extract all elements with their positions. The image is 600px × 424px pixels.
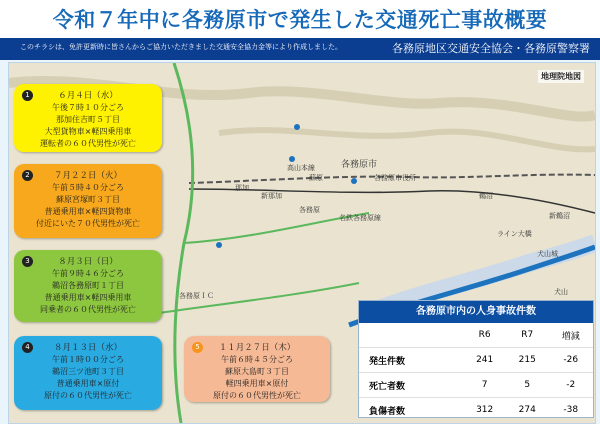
accident-location: 蘇原宮塚町３丁目 bbox=[56, 195, 120, 204]
table-row bbox=[359, 373, 593, 398]
row-r7: 215 bbox=[506, 348, 549, 373]
stats-title: 各務原市内の人身事故件数 bbox=[359, 301, 593, 323]
row-label: 負傷者数 bbox=[359, 398, 463, 423]
page-title: 令和７年中に各務原市で発生した交通死亡事故概要 bbox=[52, 8, 548, 32]
row-label: 発生件数 bbox=[359, 348, 463, 373]
row-r6: 312 bbox=[463, 398, 506, 423]
map-label-shin-unuma: 新鵜沼 bbox=[549, 212, 570, 220]
row-diff: -38 bbox=[549, 398, 593, 423]
accident-victim: 原付の６０代男性が死亡 bbox=[213, 391, 301, 400]
accident-victim: 原付の６０代男性が死亡 bbox=[44, 391, 132, 400]
accident-location: 蘇原大島町３丁目 bbox=[225, 367, 289, 376]
accident-date: ８月１３日（水） bbox=[53, 343, 122, 353]
accident-time: 午後７時１０分ごろ bbox=[52, 103, 124, 112]
map-credit: 地理院地図 bbox=[538, 70, 584, 83]
map-label-naka: 那加 bbox=[235, 184, 249, 192]
row-r7: 274 bbox=[506, 398, 549, 423]
accident-date: ７月２２日（火） bbox=[53, 171, 122, 181]
accident-victim: 同乗者の６０代男性が死亡 bbox=[40, 305, 136, 314]
map-label-takayama-line: 高山本線 bbox=[287, 164, 315, 172]
accident-time: 午前９時４６分ごろ bbox=[52, 269, 124, 278]
funding-note: このチラシは、免許更新時に皆さんからご協力いただきました交通安全協力金等により作成しました。 bbox=[20, 43, 342, 51]
accident-stats-table bbox=[358, 300, 594, 418]
map-label-cityhall: 各務原市役所 bbox=[374, 174, 416, 182]
row-diff: -26 bbox=[549, 348, 593, 373]
accident-vehicles: 普通乗用車×軽四貨物車 bbox=[44, 207, 132, 216]
row-r7: 5 bbox=[506, 373, 549, 398]
accident-time: 午前１時００分ごろ bbox=[52, 355, 124, 364]
accident-time: 午前５時４０分ごろ bbox=[52, 183, 124, 192]
row-r6: 7 bbox=[463, 373, 506, 398]
accident-card-2 bbox=[14, 164, 162, 238]
map-label-kakamigahara: 各務原 bbox=[299, 206, 320, 214]
map-label-inuyama: 犬山 bbox=[554, 288, 568, 296]
accident-location: 鵜沼三ツ池町３丁目 bbox=[52, 367, 124, 376]
map-label-unuma: 鵜沼 bbox=[479, 192, 493, 200]
accident-number-badge: 5 bbox=[192, 342, 203, 353]
stats-col-label bbox=[359, 323, 463, 348]
accident-card-4 bbox=[14, 336, 162, 410]
accident-victim: 付近にいた７０代男性が死亡 bbox=[36, 219, 140, 228]
stats-header-row bbox=[359, 323, 593, 348]
row-diff: -2 bbox=[549, 373, 593, 398]
map-label-inuyama-castle: 犬山城 bbox=[537, 250, 558, 258]
accident-date: １１月２７日（木） bbox=[218, 343, 296, 353]
map-label-meitetsu-line: 名鉄各務原線 bbox=[339, 214, 381, 222]
stats-col-diff: 増減 bbox=[561, 331, 580, 342]
table-row bbox=[359, 348, 593, 373]
accident-number-badge: 1 bbox=[22, 90, 33, 101]
accident-location: 那加住吉町５丁目 bbox=[56, 115, 120, 124]
stats-col-r6: R6 bbox=[478, 330, 491, 340]
accident-vehicles: 軽四乗用車×原付 bbox=[225, 379, 289, 388]
accident-victim: 運転者の６０代男性が死亡 bbox=[40, 139, 136, 148]
accident-number-badge: 3 bbox=[22, 256, 33, 267]
map-label-sohara: 蘇原 bbox=[309, 174, 323, 182]
stats-col-r7: R7 bbox=[521, 330, 534, 340]
row-label: 死亡者数 bbox=[359, 373, 463, 398]
accident-location: 鵜沼各務原町１丁目 bbox=[52, 281, 124, 290]
stats-grid bbox=[359, 323, 593, 422]
accident-card-1 bbox=[14, 84, 162, 152]
organizer: 各務原地区交通安全協会・各務原警察署 bbox=[392, 42, 590, 55]
accident-card-3 bbox=[14, 250, 162, 322]
accident-number-badge: 4 bbox=[22, 342, 33, 353]
accident-time: 午前６時４５分ごろ bbox=[221, 355, 293, 364]
accident-card-5 bbox=[184, 336, 330, 402]
map-label-ic: 各務原ＩＣ bbox=[179, 292, 214, 300]
accident-vehicles: 普通乗用車×原付 bbox=[56, 379, 120, 388]
accident-date: ６月４日（水） bbox=[58, 91, 118, 101]
map-label-line-bridge: ライン大橋 bbox=[497, 230, 532, 238]
accident-number-badge: 2 bbox=[22, 170, 33, 181]
accident-vehicles: 大型貨物車×軽四乗用車 bbox=[44, 127, 132, 136]
accident-vehicles: 普通乗用車×軽四乗用車 bbox=[44, 293, 132, 302]
table-row bbox=[359, 398, 593, 423]
map-label-city: 各務原市 bbox=[341, 160, 378, 170]
map-label-shin-naka: 新那加 bbox=[261, 192, 282, 200]
row-r6: 241 bbox=[463, 348, 506, 373]
accident-date: ８月３日（日） bbox=[58, 257, 118, 267]
